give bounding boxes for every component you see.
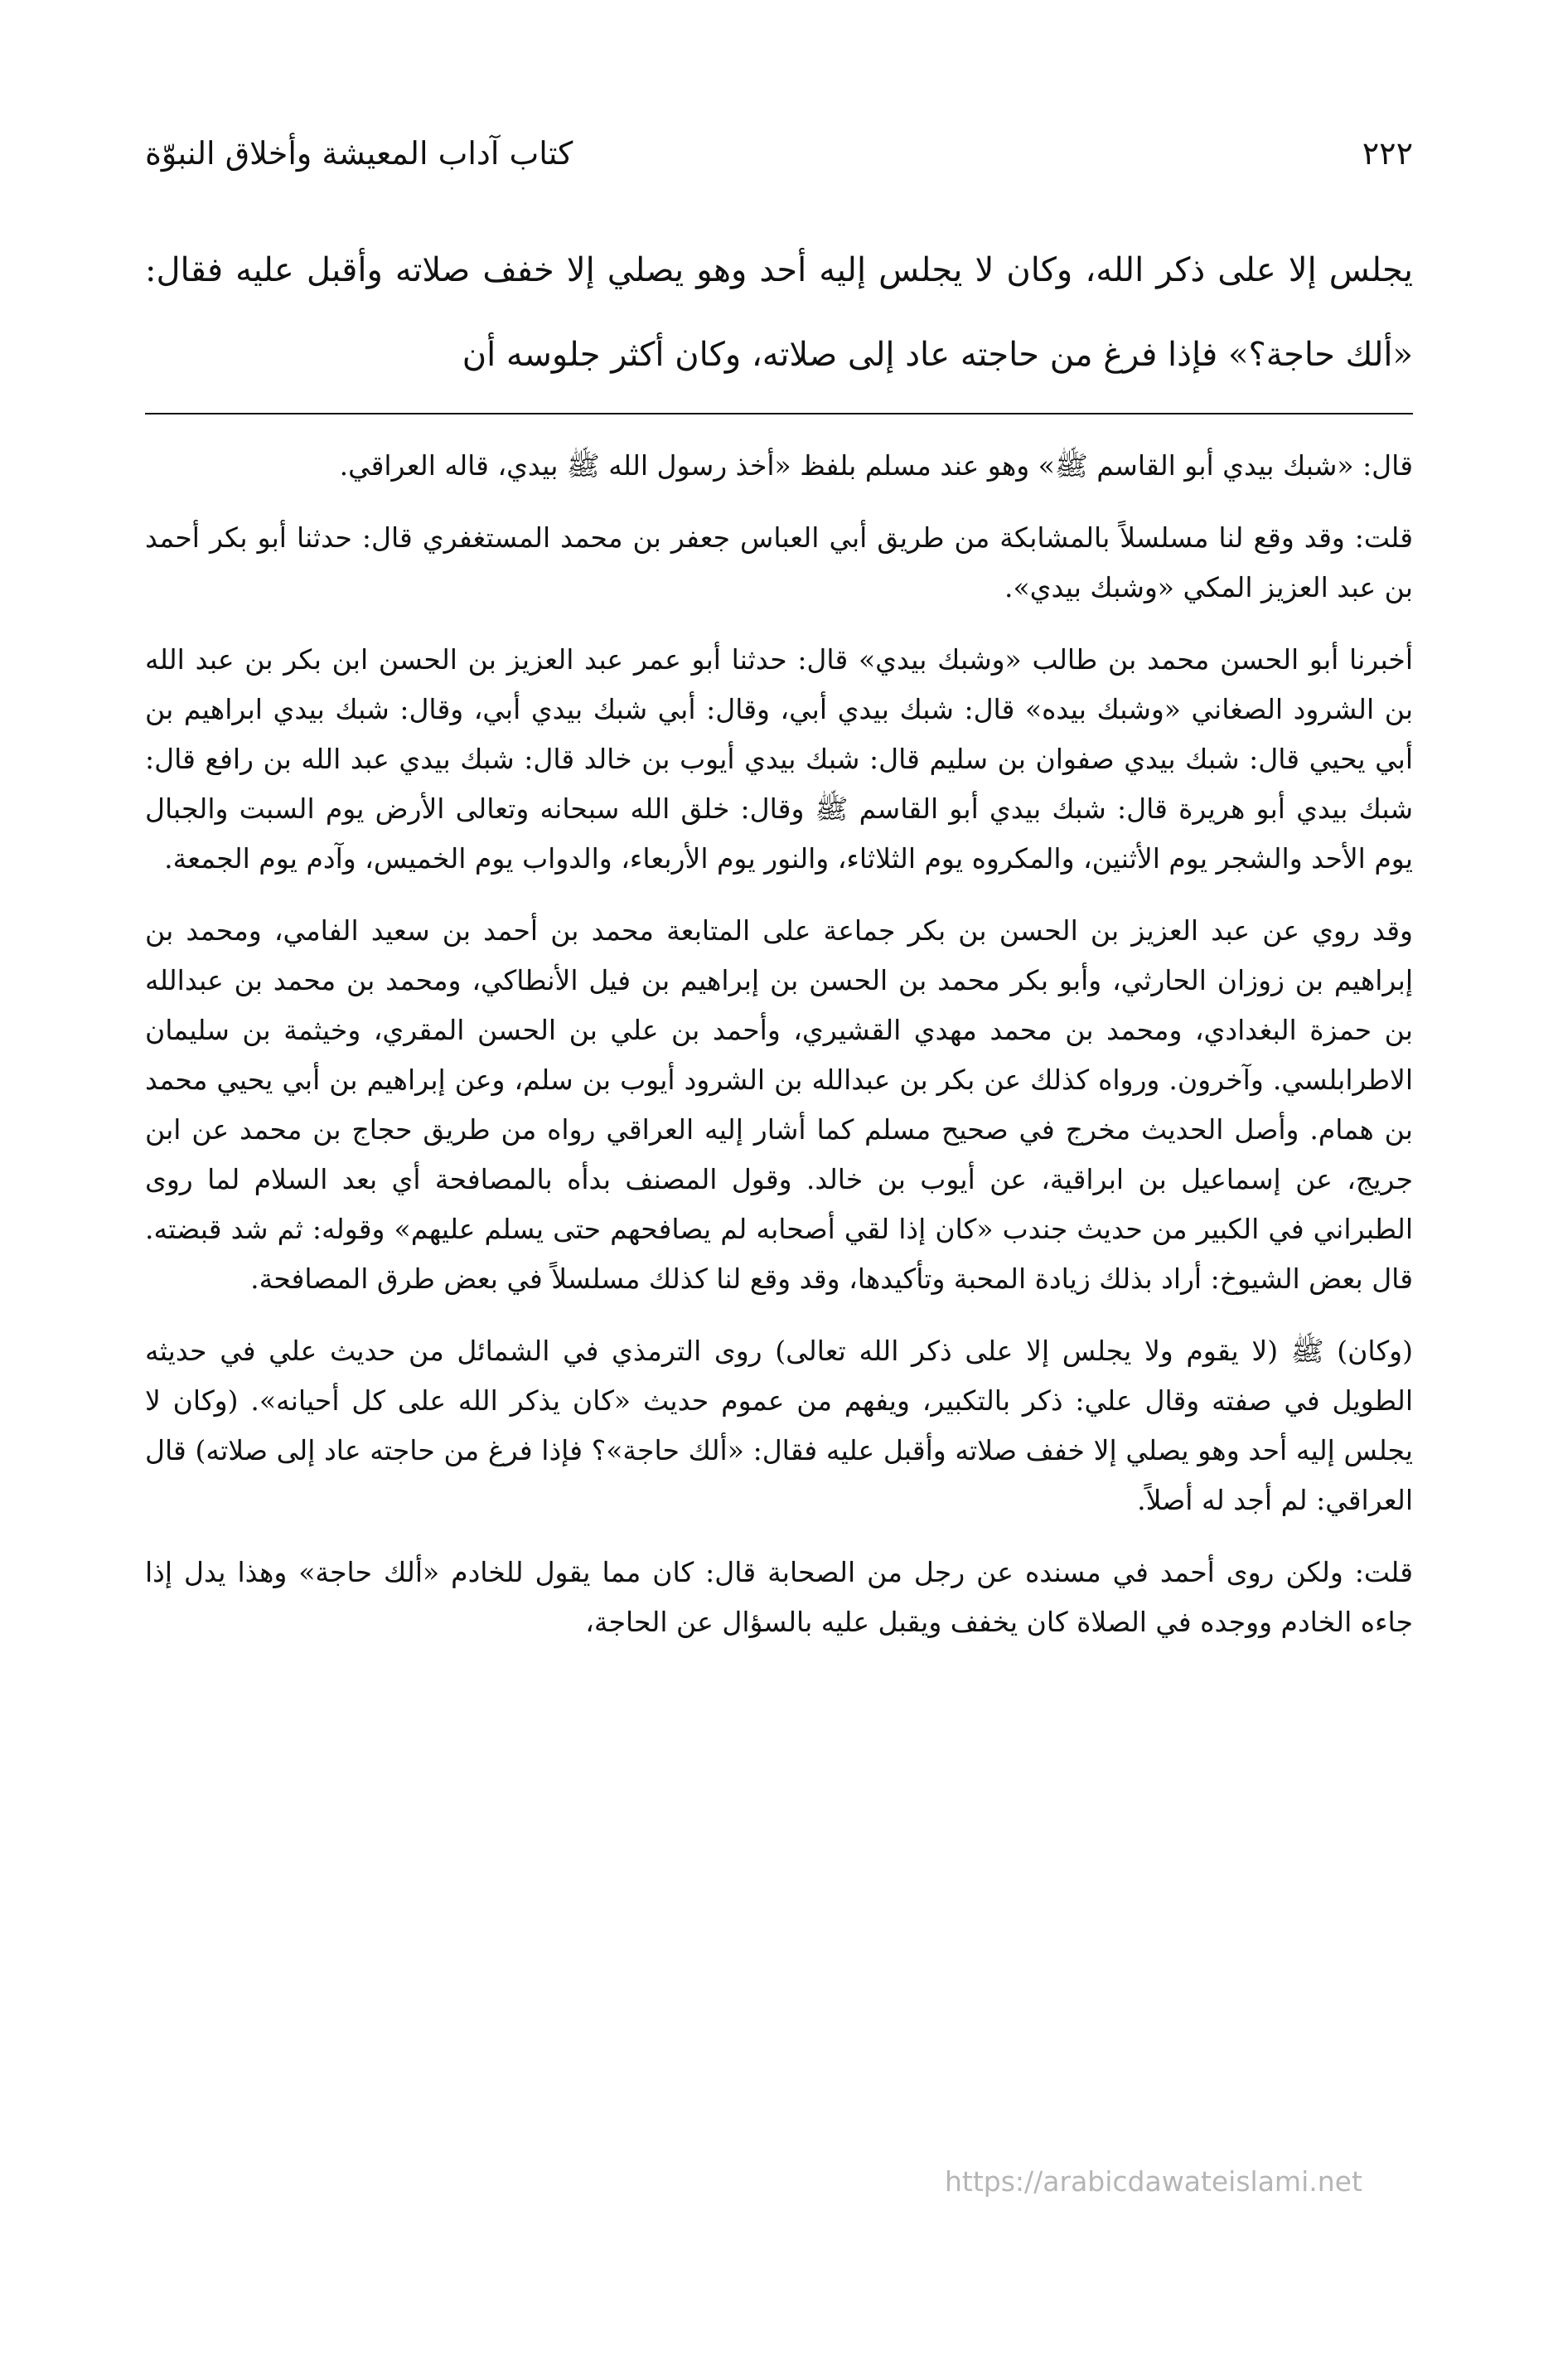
- page-header: [145, 124, 1413, 182]
- commentary-paragraph-1: قال: «شبك بيدي أبو القاسم ﷺ» وهو عند مسلم بلفظ «أخذ رسول الله ﷺ بيدي، قاله العراقي.: [339, 449, 1413, 482]
- commentary-paragraph-6: قلت: ولكن روى أحمد في مسنده عن رجل من الصحابة قال: كان مما يقول للخادم «ألك حاجة» وهذا يدل إذا جاءه الخادم ووجده في الصلاة كان يخفف ويقبل عليه بالسؤال عن الحاجة،: [145, 1556, 1413, 1638]
- main-text-block: [145, 228, 1413, 397]
- running-title: كتاب آداب المعيشة وأخلاق النبوّة: [145, 135, 573, 172]
- separator-rule: [145, 413, 1413, 414]
- commentary-paragraph-5: (وكان) ﷺ (لا يقوم ولا يجلس إلا على ذكر الله تعالى) روى الترمذي في الشمائل من حديث علي في حديثه الطويل في صفته وقال علي: ذكر بالتكبير، ويفهم من عموم حديث «كان يذكر الله على كل أحيانه». (وكان لا يجلس إليه أحد وهو يصلي إلا خفف صلاته وأقبل عليه فقال: «ألك حاجة»؟ فإذا فرغ من حاجته عاد إلى صلاته) قال العراقي: لم أجد له أصلاً.: [145, 1335, 1413, 1516]
- page-number: ٢٢٢: [1362, 135, 1413, 172]
- main-text-paragraph: يجلس إلا على ذكر الله، وكان لا يجلس إليه أحد وهو يصلي إلا خفف صلاته وأقبل عليه فقال: «ألك حاجة؟» فإذا فرغ من حاجته عاد إلى صلاته، وكان أكثر جلوسه أن: [145, 251, 1414, 374]
- watermark-url: https://arabicdawateislami.net: [945, 2165, 1362, 2198]
- commentary-block: [145, 441, 1413, 1670]
- commentary-paragraph-4: وقد روي عن عبد العزيز بن الحسن بن بكر جماعة على المتابعة محمد بن أحمد بن سعيد الفامي، ومحمد بن إبراهيم بن زوزان الحارثي، وأبو بكر محمد بن الحسن بن إبراهيم بن فيل الأنطاكي، ومحمد بن محمد بن عبدالله بن حمزة البغدادي، ومحمد بن محمد مهدي القشيري، وأحمد بن علي بن الحسن المقري، وخيثمة بن سليمان الاطرابلسي. وآخرون. ورواه كذلك عن بكر بن عبدالله بن الشرود أيوب بن سلم، وعن إبراهيم بن أبي يحيي محمد بن همام. وأصل الحديث مخرج في صحيح مسلم كما أشار إليه العراقي رواه من طريق حجاج بن محمد عن ابن جريج، عن إسماعيل بن ابراقية، عن أيوب بن خالد. وقول المصنف بدأه بالمصافحة أي بعد السلام لما روى الطبراني في الكبير من حديث جندب «كان إذا لقي أصحابه لم يصافحهم حتى يسلم عليهم» وقوله: ثم شد قبضته. قال بعض الشيوخ: أراد بذلك زيادة المحبة وتأكيدها، وقد وقع لنا كذلك مسلسلاً في بعض طرق المصافحة.: [145, 914, 1413, 1295]
- commentary-paragraph-3: أخبرنا أبو الحسن محمد بن طالب «وشبك بيدي» قال: حدثنا أبو عمر عبد العزيز بن الحسن ابن بكر بن عبد الله بن الشرود الصغاني «وشبك بيده» قال: شبك بيدي أبي، وقال: أبي شبك بيدي أبي، وقال: شبك بيدي ابراهيم بن أبي يحيي قال: شبك بيدي صفوان بن سليم قال: شبك بيدي أيوب بن خالد قال: شبك بيدي عبد الله بن رافع قال: شبك بيدي أبو هريرة قال: شبك بيدي أبو القاسم ﷺ وقال: خلق الله سبحانه وتعالى الأرض يوم السبت والجبال يوم الأحد والشجر يوم الأثنين، والمكروه يوم الثلاثاء، والنور يوم الأربعاء، والدواب يوم الخميس، وآدم يوم الجمعة.: [145, 643, 1413, 875]
- commentary-paragraph-2: قلت: وقد وقع لنا مسلسلاً بالمشابكة من طريق أبي العباس جعفر بن محمد المستغفري قال: حدثنا أبو بكر أحمد بن عبد العزيز المكي «وشبك بيدي».: [145, 521, 1413, 603]
